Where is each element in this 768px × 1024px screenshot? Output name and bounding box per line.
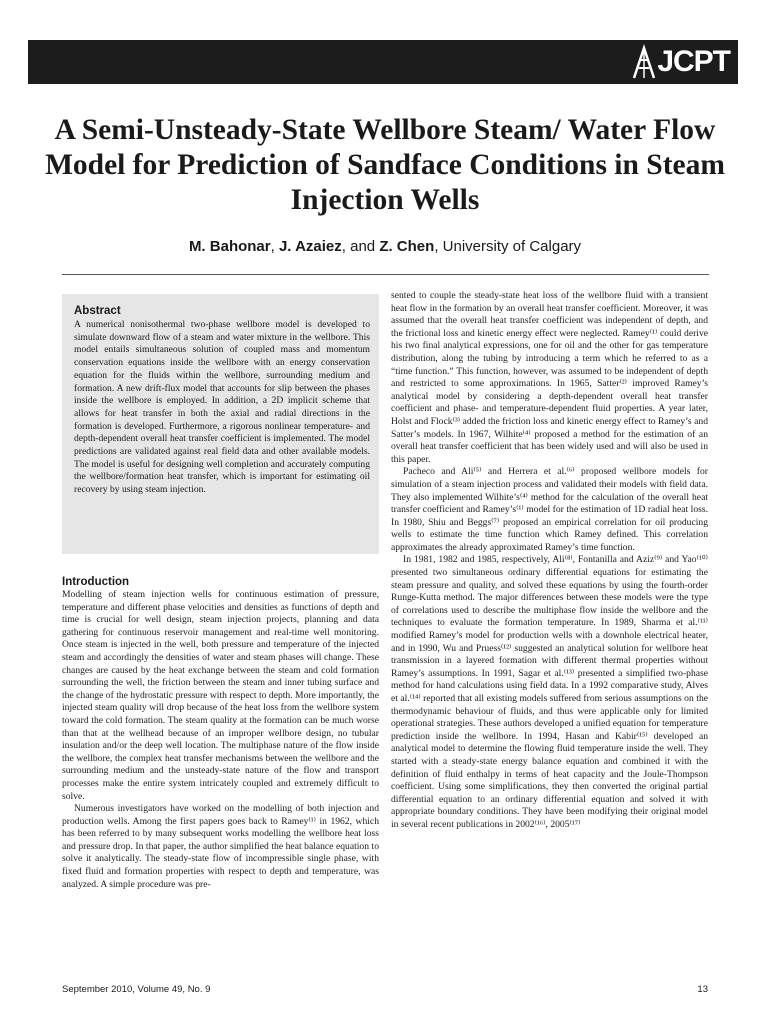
page-number: 13 [697,984,708,995]
author-name: J. Azaiez [278,238,342,255]
author-name: Z. Chen [379,238,435,255]
abstract-heading: Abstract [74,305,121,317]
title-divider [62,274,709,275]
author-name: M. Bahonar [188,238,271,255]
journal-header-bar [28,40,738,84]
body-paragraph: Pacheco and Ali⁽⁵⁾ and Herrera et al.⁽⁶⁾ proposed wellbore models for simulation of a steam injection process and validated their models with field data. They also implemented Wilhite’s⁽⁴⁾ method for the calculation of the overall heat transfer coefficient and Ramey’s⁽¹⁾ model for the estimation of 1D radial heat loss. In 1980, Shiu and Beggs⁽⁷⁾ proposed an empirical correlation for oil producing wells to estimate the time function which Ramey defined. This correlation approximates the already approximated Ramey’s time function. [391,466,708,553]
body-paragraph: Modelling of steam injection wells for continuous estimation of pressure, temperature and different phase velocities and densities as functions of depth and time is crucial for well design, steam injection projects, planning and data gathering for continuous reservoir management and real-time well monitoring. Once steam is injected in the well, both pressure and temperature of the injected steam and accordingly the densities of water and steam phases will change. These changes are caused by the heat exchange between the steam and cold formation surrounding the well, the friction between the steam and inner tubing surface and the change of the hydrostatic pressure with respect to depth. More importantly, the injected steam quality will drop because of the heat loss from the wellbore system toward the cold formation. The steam quality at the formation can be much worse than that at the wellhead because of an improper wellbore design, no tubular insulation and/or the deep well location. The multiphase nature of the flow inside the wellbore, the complex heat transfer mechanisms between the wellbore and the surrounding medium and the unsteady-state nature of the flow and transport processes make the entire system intricately coupled and extremely difficult to solve. [62,589,379,802]
journal-logo [631,42,730,82]
author-affiliation: University of Calgary [442,238,582,255]
journal-logo-text: JCPT [657,45,730,78]
right-column-body [391,290,708,832]
paper-title: A Semi-Unsteady-State Wellbore Steam/ Water Flow Model for Prediction of Sandface Conditions in Steam Injection Wells [45,114,725,216]
abstract-text: A numerical nonisothermal two-phase wellbore model is developed to simulate downward flow of a steam and water mixture in the wellbore. This model entails simultaneous solution of coupled mass and momentum conservation equations inside the wellbore with an energy conservation equation for the fluids within the wellbore, surrounding medium and formation. A new drift-flux model that accounts for slip between the phases inside the wellbore is employed. In addition, a 2D implicit scheme that allows for heat transfer in both the axial and radial directions in the formation is developed. Furthermore, a rigorous nonlinear temperature- and depth-dependent overall heat transfer coefficient is implemented. The model predictions are validated against real field data and other available models. The model is useful for designing well completion and accurately computing the wellbore/formation heat transfer, which is important for estimating oil recovery by using steam injection. [74,319,370,496]
abstract-box [62,294,379,554]
well-derrick-icon [631,44,657,80]
introduction-heading: Introduction [62,576,130,588]
body-paragraph: sented to couple the steady-state heat loss of the wellbore fluid with a transient heat flow in the formation by an overall heat transfer coefficient. Moreover, it was assumed that the overall heat transfer coefficient was independent of depth, and the frictional loss and kinetic energy effect were neglected. Ramey⁽¹⁾ could derive his two final analytical expressions, one for oil and the other for gas temperature distribution, along the tubing by introducing a term which he referred to as a “time function.” This function, however, was assumed to be independent of depth and restricted to some approximations. In 1965, Satter⁽²⁾ improved Ramey’s analytical model by considering a depth-dependent overall heat transfer coefficient and phase- and temperature-dependent fluid properties. A year later, Holst and Flock⁽³⁾ added the friction loss and kinetic energy effect to Ramey’s and Satter’s models. In 1967, Wilhite⁽⁴⁾ proposed a method for the estimation of an overall heat transfer coefficient that has been widely used and will also be used in this paper. [391,290,708,465]
body-paragraph: In 1981, 1982 and 1985, respectively, Ali⁽⁸⁾, Fontanilla and Aziz⁽⁹⁾ and Yao⁽¹⁰⁾ presented two simultaneous ordinary differential equations for estimating the steam pressure and quality, and solved these equations by using the fourth-order Runge-Kutta method. The major differences between these models were the type of correlations used to describe the multiphase flow inside the wellbore and the techniques to evaluate the formation temperature. In 1989, Sharma et al.⁽¹¹⁾ modified Ramey’s model for production wells with a downhole electrical heater, and in 1990, Wu and Pruess⁽¹²⁾ suggested an analytical solution for wellbore heat transmission in a layered formation with different thermal properties without Ramey’s assumptions. In 1991, Sagar et al.⁽¹³⁾ presented a simplified two-phase method for hand calculations using field data. In a 1992 comparative study, Alves et al.⁽¹⁴⁾ reported that all existing models suffered from serious assumptions on the thermodynamic behaviour of fluids, and thus were applicable only for limited operational strategies. These authors developed a unified equation for temperature prediction inside the wellbore. In 1994, Hasan and Kabir⁽¹⁵⁾ developed an analytical model to determine the flowing fluid temperature inside the well. They started with a steady-state energy balance equation and combined it with the definition of fluid enthalpy in terms of heat capacity and the Joule-Thompson coefficient. Using some simplifications, they then converted the original partial differential equation to an ordinary differential equation and solved it with appropriate boundary conditions. They have been modifying their original model in several recent publications in 2002⁽¹⁶⁾, 2005⁽¹⁷⁾ [391,554,708,830]
footer-citation: September 2010, Volume 49, No. 9 [62,984,211,995]
left-column-body [62,589,379,891]
author-line: M. Bahonar, J. Azaiez, and Z. Chen, University of Calgary [188,238,582,255]
body-paragraph: Numerous investigators have worked on the modelling of both injection and production wells. Among the first papers goes back to Ramey⁽¹⁾ in 1962, which has been referred to by many subsequent works modelling the wellbore heat loss and pressure drop. In that paper, the author simplified the heat balance equation to solve it analytically. The steady-state flow of incompressible single phase, with fixed fluid and formation properties with respect to depth and temperature, was analyzed. A simple procedure was pre- [62,803,379,890]
